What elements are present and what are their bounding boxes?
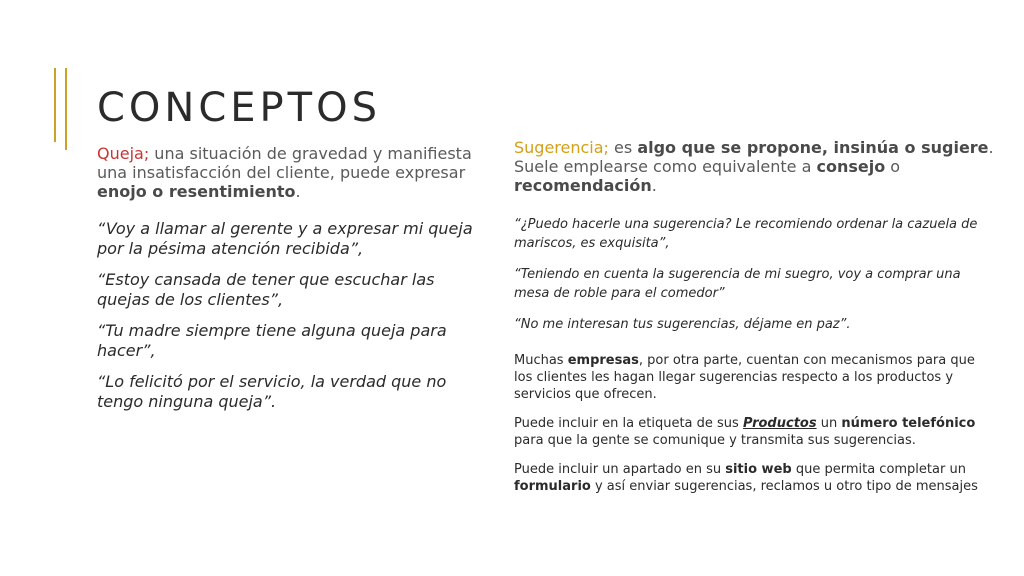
left-column [97,144,477,423]
queja-example-2: “Estoy cansada de tener que escuchar las quejas de los clientes”, [97,270,435,309]
queja-example-4: “Lo felicitó por el servicio, la verdad que no tengo ninguna queja”. [97,372,447,411]
sugerencia-example-1: “¿Puedo hacerle una sugerencia? Le recomiendo ordenar la cazuela de mariscos, es exquisita”, [514,217,978,251]
page-title: CONCEPTOS [97,85,381,131]
accent-line-short [54,68,56,142]
sitio-web-paragraph: Puede incluir un apartado en su sitio web que permita completar un formulario y así enviar sugerencias, reclamos u otro tipo de mensajes [514,462,978,494]
queja-definition: Queja; una situación de gravedad y manifiesta una insatisfacción del cliente, puede expresar enojo o resentimiento. [97,144,472,201]
accent-line-long [65,68,67,150]
queja-example-3: “Tu madre siempre tiene alguna queja para hacer”, [97,321,447,360]
right-column [514,138,994,507]
sugerencia-definition: Sugerencia; es algo que se propone, insinúa o sugiere. Suele emplearse como equivalente a consejo o recomendación. [514,138,994,195]
sugerencia-term: Sugerencia; [514,138,609,157]
productos-paragraph: Puede incluir en la etiqueta de sus Productos un número telefónico para que la gente se comunique y transmita sus sugerencias. [514,416,976,448]
sugerencia-example-3: “No me interesan tus sugerencias, déjame en paz”. [514,317,851,332]
queja-term: Queja; [97,144,150,163]
queja-example-1: “Voy a llamar al gerente y a expresar mi queja por la pésima atención recibida”, [97,219,473,258]
empresas-paragraph: Muchas empresas, por otra parte, cuentan con mecanismos para que los clientes les hagan llegar sugerencias respecto a los productos y servicios que ofrecen. [514,353,975,402]
sugerencia-example-2: “Teniendo en cuenta la sugerencia de mi suegro, voy a comprar una mesa de roble para el comedor” [514,267,961,301]
